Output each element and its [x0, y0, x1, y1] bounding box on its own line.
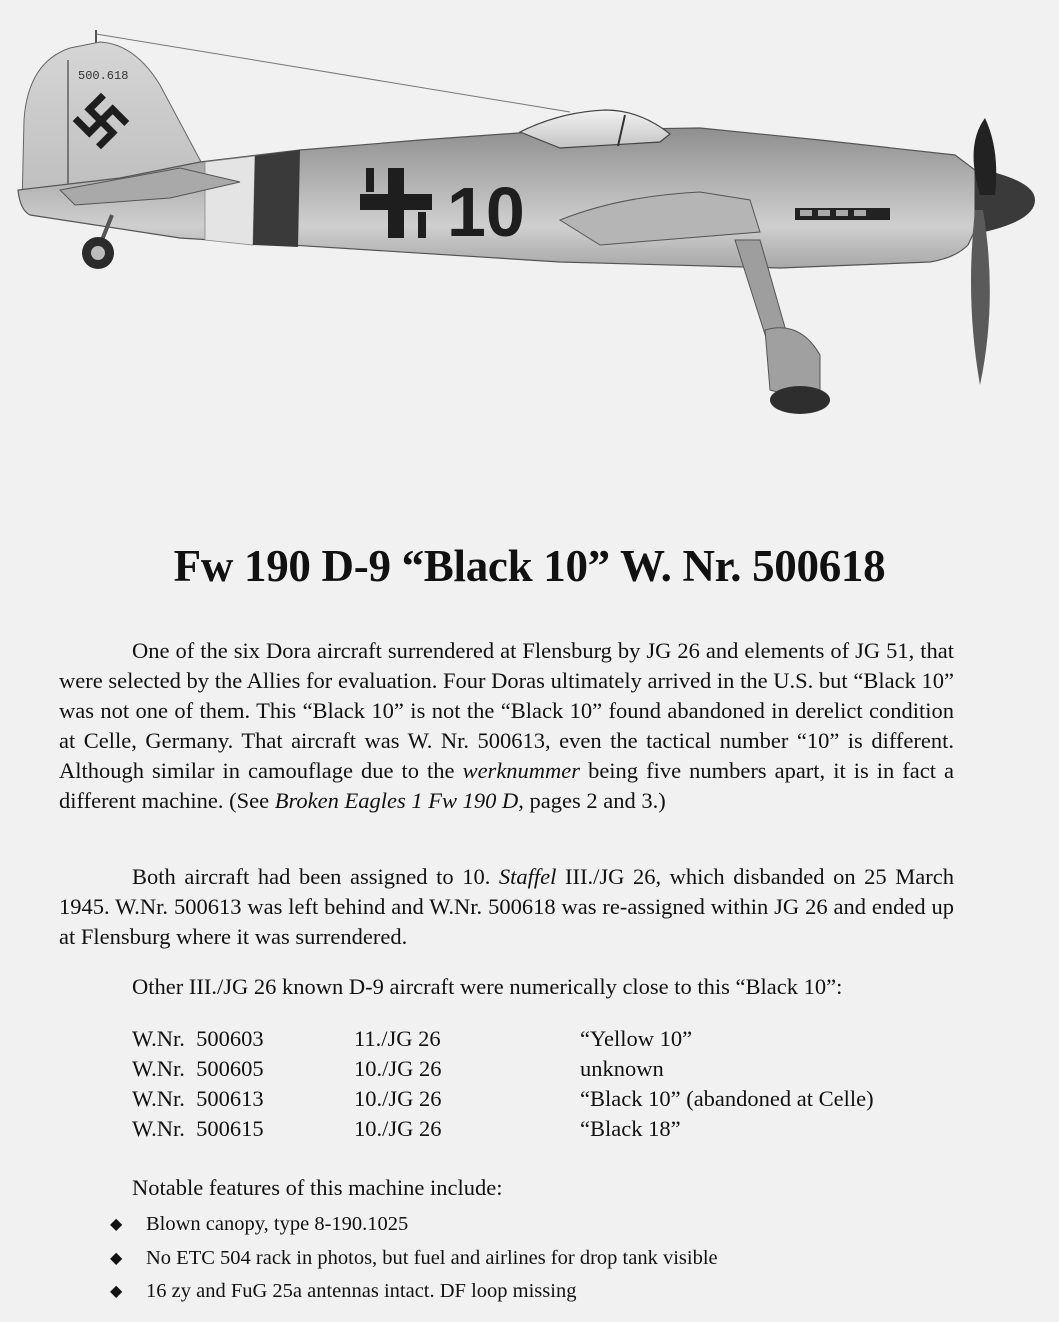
list-item — [110, 1242, 718, 1276]
marking-cell: “Yellow 10” — [580, 1026, 693, 1051]
tail-number: 500.618 — [78, 69, 129, 83]
diamond-bullet-icon: ◆ — [110, 1216, 123, 1233]
notable-features-heading: Notable features of this machine include: — [132, 1175, 503, 1200]
page-title: Fw 190 D-9 “Black 10” W. Nr. 500618 — [173, 541, 886, 591]
unit-cell: 10./JG 26 — [354, 1056, 442, 1081]
wnr-cell: W.Nr. 500603 — [132, 1026, 264, 1051]
marking-cell: “Black 10” (abandoned at Celle) — [580, 1086, 874, 1111]
fuselage-white-band — [205, 156, 255, 245]
main-wheel — [770, 386, 830, 414]
rtv-band — [253, 150, 300, 247]
diamond-bullet-icon: ◆ — [110, 1249, 123, 1267]
marking-cell: “Black 18” — [580, 1116, 681, 1141]
feature-text: No ETC 504 rack in photos, but fuel and airlines for drop tank visible — [146, 1246, 718, 1269]
unit-cell: 10./JG 26 — [354, 1116, 442, 1141]
feature-text: 16 zy and FuG 25a antennas intact. DF loop missing — [146, 1280, 577, 1302]
wnr-cell: W.Nr. 500605 — [132, 1056, 264, 1081]
propeller-blade-bottom — [971, 210, 990, 385]
marking-cell: unknown — [580, 1056, 664, 1081]
feature-list — [110, 1208, 718, 1309]
aircraft-table — [132, 1024, 952, 1144]
main-gear-door — [765, 328, 820, 394]
table-row — [132, 1054, 952, 1084]
wnr-cell: W.Nr. 500615 — [132, 1116, 264, 1141]
paragraph-3: Other III./JG 26 known D-9 aircraft were numerically close to this “Black 10”: — [132, 974, 843, 999]
list-item — [110, 1275, 718, 1309]
feature-text: Blown canopy, type 8-190.1025 — [146, 1213, 409, 1235]
list-item — [110, 1208, 718, 1242]
table-row — [132, 1084, 952, 1114]
aircraft-profile-illustration — [0, 0, 1059, 440]
table-row — [132, 1114, 952, 1144]
paragraph-1: One of the six Dora aircraft surrendered at Flensburg by JG 26 and elements of JG 51, that were selected by the Allies for evaluation. Four Doras ultimately arrived in the U.S. but “Black 10” was not one of them. This “Black 10” is not the “Black 10” found abandoned in derelict condition at Celle, Germany. That aircraft was W. Nr. 500613, even the tactical number “10” is different. Although similar in camouflage due to the werknummer being five numbers apart, it is in fact a different machine. (See Broken Eagles 1 Fw 190 D, pages 2 and 3.) — [59, 638, 954, 813]
fuselage-tactical-number: 10 — [447, 173, 525, 251]
paragraph-2: Both aircraft had been assigned to 10. Staffel III./JG 26, which disbanded on 25 March 1945. W.Nr. 500613 was left behind and W.Nr. 500618 was re-assigned within JG 26 and ended up at Flensburg where it was surrendered. — [59, 864, 954, 949]
table-row — [132, 1024, 952, 1054]
propeller-blade-top — [974, 118, 997, 195]
diamond-bullet-icon: ◆ — [110, 1283, 123, 1300]
unit-cell: 11./JG 26 — [354, 1026, 441, 1051]
unit-cell: 10./JG 26 — [354, 1086, 442, 1111]
wnr-cell: W.Nr. 500613 — [132, 1086, 264, 1111]
